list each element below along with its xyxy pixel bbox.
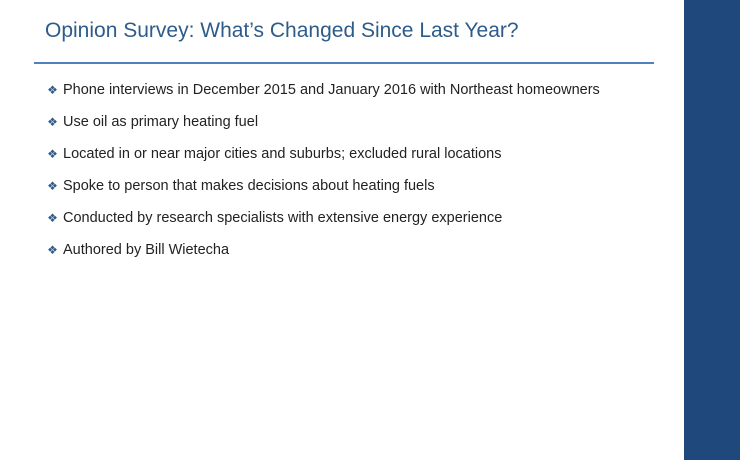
bullet-item — [46, 138, 600, 170]
bullet-text: Spoke to person that makes decisions about heating fuels — [63, 178, 435, 194]
four-diamond-icon: ❖ — [47, 147, 58, 161]
bullet-item — [46, 106, 600, 138]
bullet-text: Phone interviews in December 2015 and January 2016 with Northeast homeowners — [63, 82, 600, 98]
bullet-item — [46, 234, 600, 266]
bullet-item — [46, 202, 600, 234]
bullet-item — [46, 170, 600, 202]
bullet-item — [46, 74, 600, 106]
bullet-text: Authored by Bill Wietecha — [63, 242, 230, 258]
bullet-list — [46, 74, 600, 266]
four-diamond-icon: ❖ — [47, 115, 58, 129]
slide-title: Opinion Survey: What’s Changed Since Last Year? — [45, 19, 519, 42]
bullet-text: Located in or near major cities and suburbs; excluded rural locations — [63, 146, 502, 162]
four-diamond-icon: ❖ — [47, 243, 58, 257]
four-diamond-icon: ❖ — [47, 83, 58, 97]
four-diamond-icon: ❖ — [47, 211, 58, 225]
side-accent-bar — [684, 0, 740, 460]
title-divider — [34, 62, 654, 64]
bullet-text: Conducted by research specialists with extensive energy experience — [63, 210, 503, 226]
bullet-text: Use oil as primary heating fuel — [63, 114, 259, 130]
four-diamond-icon: ❖ — [47, 179, 58, 193]
